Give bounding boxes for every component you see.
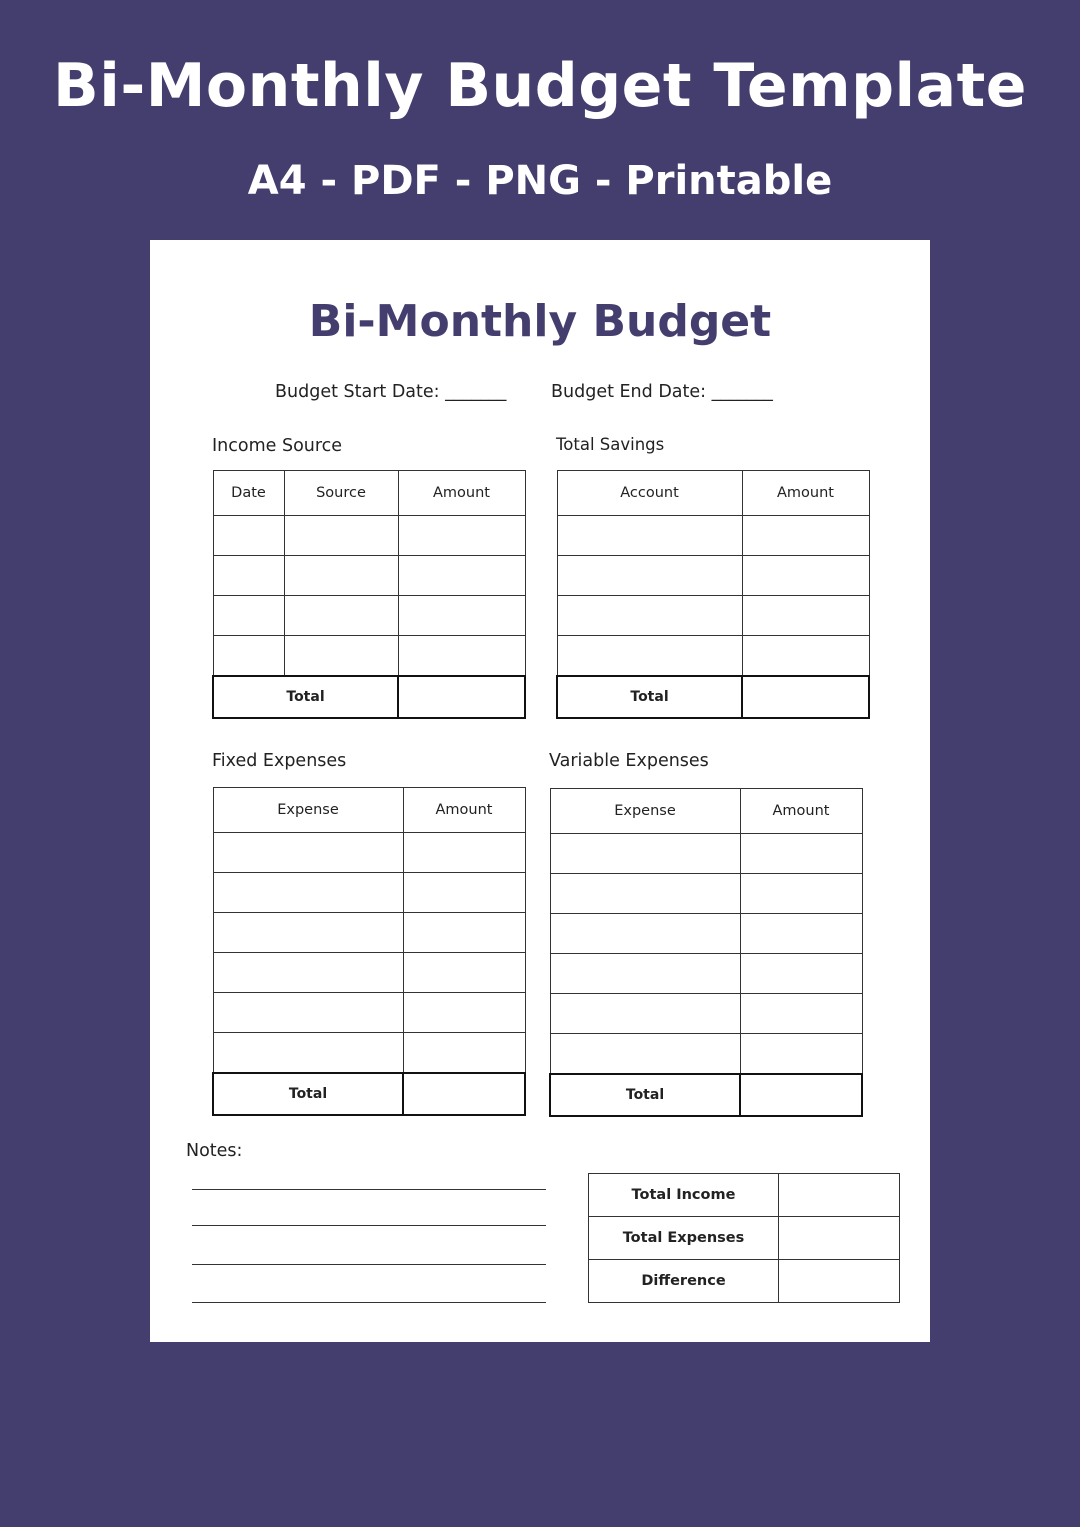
fixed-cell[interactable] — [403, 993, 525, 1033]
variable-total-label: Total — [550, 1074, 740, 1116]
summary-difference-label: Difference — [589, 1260, 779, 1303]
table-row — [550, 914, 862, 954]
table-row — [550, 1034, 862, 1075]
summary-row-total-income — [589, 1174, 900, 1217]
summary-total-income-label: Total Income — [589, 1174, 779, 1217]
income-section-label: Income Source — [212, 436, 343, 456]
variable-cell[interactable] — [550, 914, 740, 954]
start-date-label: Budget Start Date: _______ — [275, 382, 507, 402]
summary-table — [588, 1173, 900, 1303]
income-total-cell[interactable] — [398, 676, 525, 718]
savings-section-label: Total Savings — [556, 435, 665, 454]
summary-row-total-expenses — [589, 1217, 900, 1260]
income-cell[interactable] — [398, 556, 525, 596]
variable-cell[interactable] — [550, 834, 740, 874]
fixed-header-row — [213, 788, 525, 833]
table-row — [213, 1033, 525, 1074]
income-cell[interactable] — [284, 556, 398, 596]
income-table — [212, 470, 526, 719]
fixed-cell[interactable] — [213, 993, 403, 1033]
table-row — [213, 516, 525, 556]
savings-total-label: Total — [557, 676, 742, 718]
table-row — [213, 953, 525, 993]
variable-cell[interactable] — [740, 914, 862, 954]
income-header-row — [213, 471, 525, 516]
income-cell[interactable] — [213, 516, 284, 556]
variable-cell[interactable] — [740, 954, 862, 994]
fixed-total-label: Total — [213, 1073, 403, 1115]
fixed-cell[interactable] — [403, 1033, 525, 1074]
savings-header-row — [557, 471, 869, 516]
savings-col-amount: Amount — [742, 471, 869, 516]
income-cell[interactable] — [398, 516, 525, 556]
income-cell[interactable] — [213, 636, 284, 677]
fixed-col-amount: Amount — [403, 788, 525, 833]
income-cell[interactable] — [213, 556, 284, 596]
table-row — [557, 596, 869, 636]
variable-cell[interactable] — [740, 874, 862, 914]
banner-subtitle: A4 - PDF - PNG - Printable — [247, 158, 833, 204]
end-date-label: Budget End Date: _______ — [551, 382, 773, 402]
variable-col-expense: Expense — [550, 789, 740, 834]
variable-total-row — [550, 1074, 862, 1116]
fixed-total-cell[interactable] — [403, 1073, 525, 1115]
variable-col-amount: Amount — [740, 789, 862, 834]
variable-cell[interactable] — [550, 954, 740, 994]
fixed-table — [212, 787, 526, 1116]
notes-label: Notes: — [186, 1141, 243, 1161]
table-row — [213, 913, 525, 953]
fixed-cell[interactable] — [403, 913, 525, 953]
banner-title: Bi-Monthly Budget Template — [53, 51, 1027, 121]
sheet-title: Bi-Monthly Budget — [308, 296, 772, 347]
fixed-col-expense: Expense — [213, 788, 403, 833]
variable-section-label: Variable Expenses — [549, 751, 709, 771]
savings-total-row — [557, 676, 869, 718]
income-cell[interactable] — [213, 596, 284, 636]
variable-total-cell[interactable] — [740, 1074, 862, 1116]
table-row — [213, 556, 525, 596]
variable-cell[interactable] — [550, 1034, 740, 1075]
savings-cell[interactable] — [557, 596, 742, 636]
variable-cell[interactable] — [740, 994, 862, 1034]
savings-col-account: Account — [557, 471, 742, 516]
savings-table — [556, 470, 870, 719]
savings-cell[interactable] — [557, 636, 742, 677]
income-col-source: Source — [284, 471, 398, 516]
fixed-cell[interactable] — [403, 873, 525, 913]
notes-line[interactable] — [192, 1264, 546, 1265]
fixed-cell[interactable] — [213, 833, 403, 873]
notes-line[interactable] — [192, 1302, 546, 1303]
table-row — [550, 954, 862, 994]
income-cell[interactable] — [398, 636, 525, 677]
income-col-amount: Amount — [398, 471, 525, 516]
summary-total-expenses-label: Total Expenses — [589, 1217, 779, 1260]
table-row — [557, 556, 869, 596]
fixed-cell[interactable] — [213, 873, 403, 913]
table-row — [213, 833, 525, 873]
variable-cell[interactable] — [550, 874, 740, 914]
notes-line[interactable] — [192, 1225, 546, 1226]
variable-cell[interactable] — [740, 834, 862, 874]
variable-cell[interactable] — [740, 1034, 862, 1075]
notes-line[interactable] — [192, 1189, 546, 1190]
table-row — [550, 874, 862, 914]
table-row — [557, 516, 869, 556]
savings-cell[interactable] — [557, 556, 742, 596]
variable-header-row — [550, 789, 862, 834]
variable-table — [549, 788, 863, 1117]
fixed-cell[interactable] — [213, 1033, 403, 1074]
summary-total-income-cell[interactable] — [779, 1174, 900, 1217]
fixed-section-label: Fixed Expenses — [212, 751, 347, 771]
savings-cell[interactable] — [742, 516, 869, 556]
income-col-date: Date — [213, 471, 284, 516]
savings-cell[interactable] — [742, 556, 869, 596]
fixed-cell[interactable] — [403, 833, 525, 873]
income-total-label: Total — [213, 676, 398, 718]
table-row — [213, 993, 525, 1033]
savings-cell[interactable] — [742, 596, 869, 636]
table-row — [550, 834, 862, 874]
summary-difference-cell[interactable] — [779, 1260, 900, 1303]
income-cell[interactable] — [398, 596, 525, 636]
table-row — [213, 596, 525, 636]
income-cell[interactable] — [284, 596, 398, 636]
fixed-cell[interactable] — [403, 953, 525, 993]
income-cell[interactable] — [284, 516, 398, 556]
fixed-cell[interactable] — [213, 913, 403, 953]
income-total-row — [213, 676, 525, 718]
fixed-cell[interactable] — [213, 953, 403, 993]
savings-total-cell[interactable] — [742, 676, 869, 718]
table-row — [557, 636, 869, 677]
income-cell[interactable] — [284, 636, 398, 677]
variable-cell[interactable] — [550, 994, 740, 1034]
fixed-total-row — [213, 1073, 525, 1115]
savings-cell[interactable] — [557, 516, 742, 556]
summary-row-difference — [589, 1260, 900, 1303]
budget-sheet — [150, 240, 930, 1342]
table-row — [550, 994, 862, 1034]
table-row — [213, 636, 525, 677]
summary-total-expenses-cell[interactable] — [779, 1217, 900, 1260]
savings-cell[interactable] — [742, 636, 869, 677]
table-row — [213, 873, 525, 913]
